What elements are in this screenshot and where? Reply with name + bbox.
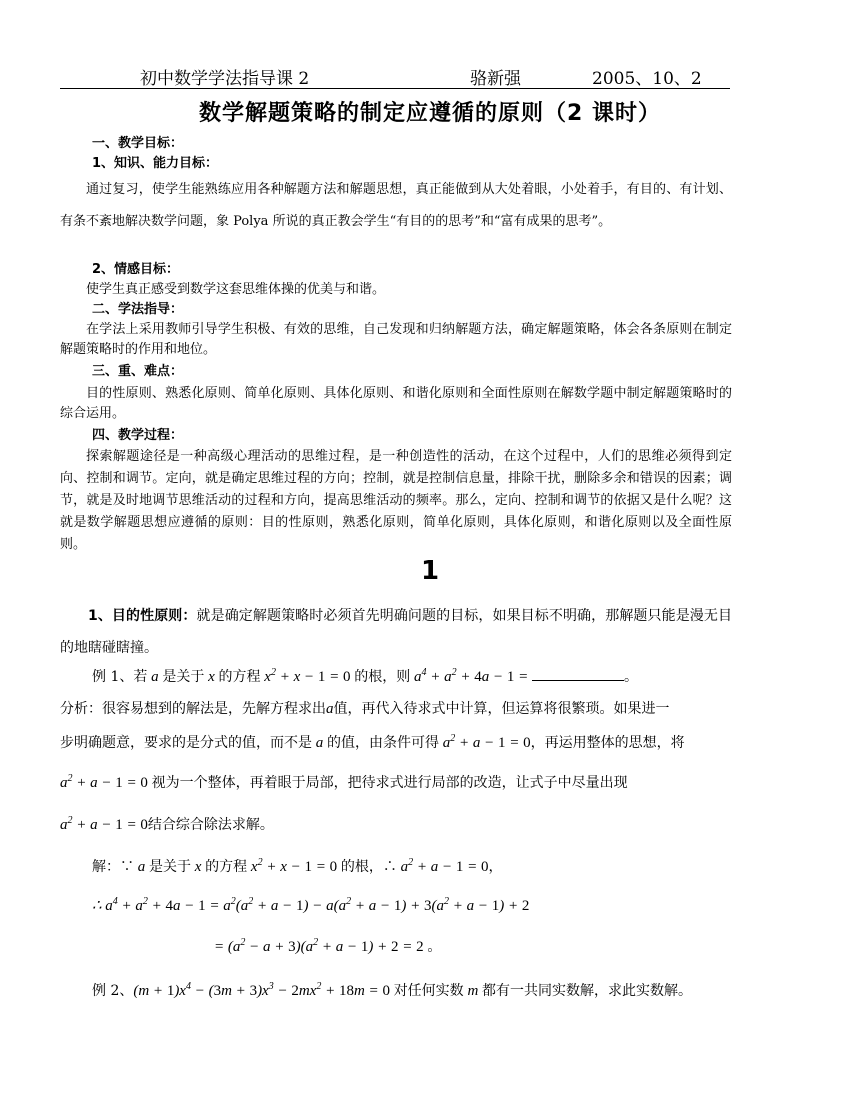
document-title: 数学解题策略的制定应遵循的原则（2 课时） bbox=[199, 101, 661, 126]
goals-heading: 一、教学目标： bbox=[92, 136, 184, 151]
emotion-text: 使学生真正感受到数学这套思维体操的优美与和谐。 bbox=[86, 282, 386, 297]
analysis-line-4: $a^2 + a - 1 = 0$结合综合除法求解。 bbox=[60, 815, 274, 833]
method-text: 在学法上采用教师引导学生积极、有效的思维，自己发现和归纳解题方法，确定解题策略，体会各条原则在制定解题策略时的作用和地位。 bbox=[60, 322, 732, 357]
principle1-heading: 1、目的性原则： bbox=[88, 608, 197, 624]
example2-suffix: 对任何实数 bbox=[393, 983, 464, 999]
knowledge-text: 通过复习，使学生能熟练应用各种解题方法和解题思想，真正能做到从大处着眼，小处着手，有目的、有计划、有条不紊地解决数学问题，象 Polya 所说的真正教会学生“有目的的思考”和“富有成果的思考”。 bbox=[60, 182, 732, 229]
header-rule bbox=[60, 88, 730, 89]
header-author: 骆新强 bbox=[470, 69, 521, 89]
analysis-2c: ，再运用整体的思想，将 bbox=[530, 735, 685, 751]
page-number: 1 bbox=[420, 556, 440, 586]
method-heading: 二、学法指导： bbox=[92, 302, 184, 317]
solution-mid1: 是关于 bbox=[149, 859, 191, 875]
emotion-heading: 2、情感目标： bbox=[92, 262, 180, 277]
knowledge-heading: 1、知识、能力目标： bbox=[92, 156, 219, 171]
analysis-3: 视为一个整体，再着眼于局部，把待求式进行局部的改造，让式子中尽量出现 bbox=[151, 775, 628, 791]
example2-line: 例 2、$(m + 1)x^4 - (3m + 3)x^3 - 2mx^2 + 18m = 0$ 对任何实数 m 都有一共同实数解，求此实数解。 bbox=[92, 981, 693, 999]
example1-mid3: 的根，则 bbox=[354, 669, 411, 685]
process-text: 探索解题途径是一种高级心理活动的思维过程，是一种创造性的活动，在这个过程中，人们的思维必须得到定向、控制和调节。定向，就是确定思维过程的方向；控制，就是控制信息量，排除干扰，删除多余和错误的因素；调节，就是及时地调节思维活动的过程和方向，提高思维活动的频率。那么，定向、控制和调节的依据又是什么呢？这就是数学解题思想应遵循的原则：目的性原则，熟悉化原则，简单化原则，具体化原则，和谐化原则以及全面性原则。 bbox=[60, 449, 732, 552]
analysis-line-2: 步明确题意，要求的是分式的值，而不是 a 的值，由条件可得 $a^2 + a - 1 = 0$，再运用整体的思想，将 bbox=[60, 733, 685, 751]
analysis-1: 分析：很容易想到的解法是，先解方程求出 bbox=[60, 701, 326, 717]
analysis-2a: 步明确题意，要求的是分式的值，而不是 bbox=[60, 735, 312, 751]
analysis-2b: 的值，由条件可得 bbox=[327, 735, 439, 751]
analysis-line-1: 分析：很容易想到的解法是，先解方程求出a值，再代入待求式中计算，但运算将很繁琐。如果进一 bbox=[60, 701, 670, 717]
principle1-text: 就是确定解题策略时必须首先明确问题的目标，如果目标不明确，那解题只能是漫无目的地瞎碰瞎撞。 bbox=[60, 608, 732, 656]
example1-mid2: 的方程 bbox=[218, 669, 261, 685]
page-header bbox=[140, 64, 730, 90]
key-text: 目的性原则、熟悉化原则、简单化原则、具体化原则、和谐化原则和全面性原则在解数学题中制定解题策略时的综合运用。 bbox=[60, 386, 732, 421]
solution-mid2: 的方程 bbox=[205, 859, 248, 875]
example2-prefix: 例 2、 bbox=[92, 983, 134, 999]
solution-final-end: 。 bbox=[427, 939, 442, 955]
solution-line-2: ∴ $a^4 + a^2 + 4a - 1 = a^2(a^2 + a - 1) - a(a^2 + a - 1) + 3(a^2 + a - 1) + 2$ bbox=[92, 896, 530, 914]
analysis-line-3: $a^2 + a - 1 = 0$ 视为一个整体，再着眼于局部，把待求式进行局部的改造，让式子中尽量出现 bbox=[60, 773, 628, 791]
principle1-paragraph bbox=[60, 600, 732, 664]
example1-end: 。 bbox=[623, 669, 638, 685]
header-date: 2005、10、2 bbox=[592, 69, 702, 89]
solution-line-3: = $(a^2 - a + 3)(a^2 + a - 1) + 2 = 2$ 。 bbox=[214, 937, 442, 955]
analysis-4: 结合综合除法求解。 bbox=[147, 817, 274, 833]
example1-mid1: 是关于 bbox=[162, 669, 205, 685]
solution-line-1: 解：∵ a 是关于 x 的方程 $x^2 + x - 1 = 0$ 的根，∴ $a^2 + a - 1 = 0$， bbox=[92, 857, 503, 875]
example1-line: 例 1、若 a 是关于 x 的方程 $x^2 + x - 1 = 0$ 的根，则 $a^4 + a^2 + 4a - 1$ = 。 bbox=[92, 667, 638, 685]
example2-suffix2: 都有一共同实数解，求此实数解。 bbox=[482, 983, 693, 999]
solution-prefix: 解：∵ bbox=[92, 859, 134, 875]
example1-prefix: 例 1、若 bbox=[92, 669, 148, 685]
process-heading: 四、教学过程： bbox=[92, 428, 184, 443]
key-heading: 三、重、难点： bbox=[92, 364, 184, 379]
solution-mid3: 的根，∴ bbox=[340, 859, 397, 875]
solution-end: ， bbox=[488, 859, 503, 875]
header-course: 初中数学学法指导课 2 bbox=[140, 69, 310, 89]
answer-blank[interactable] bbox=[532, 666, 624, 681]
analysis-1b: 值，再代入待求式中计算，但运算将很繁琐。如果进一 bbox=[333, 701, 670, 717]
